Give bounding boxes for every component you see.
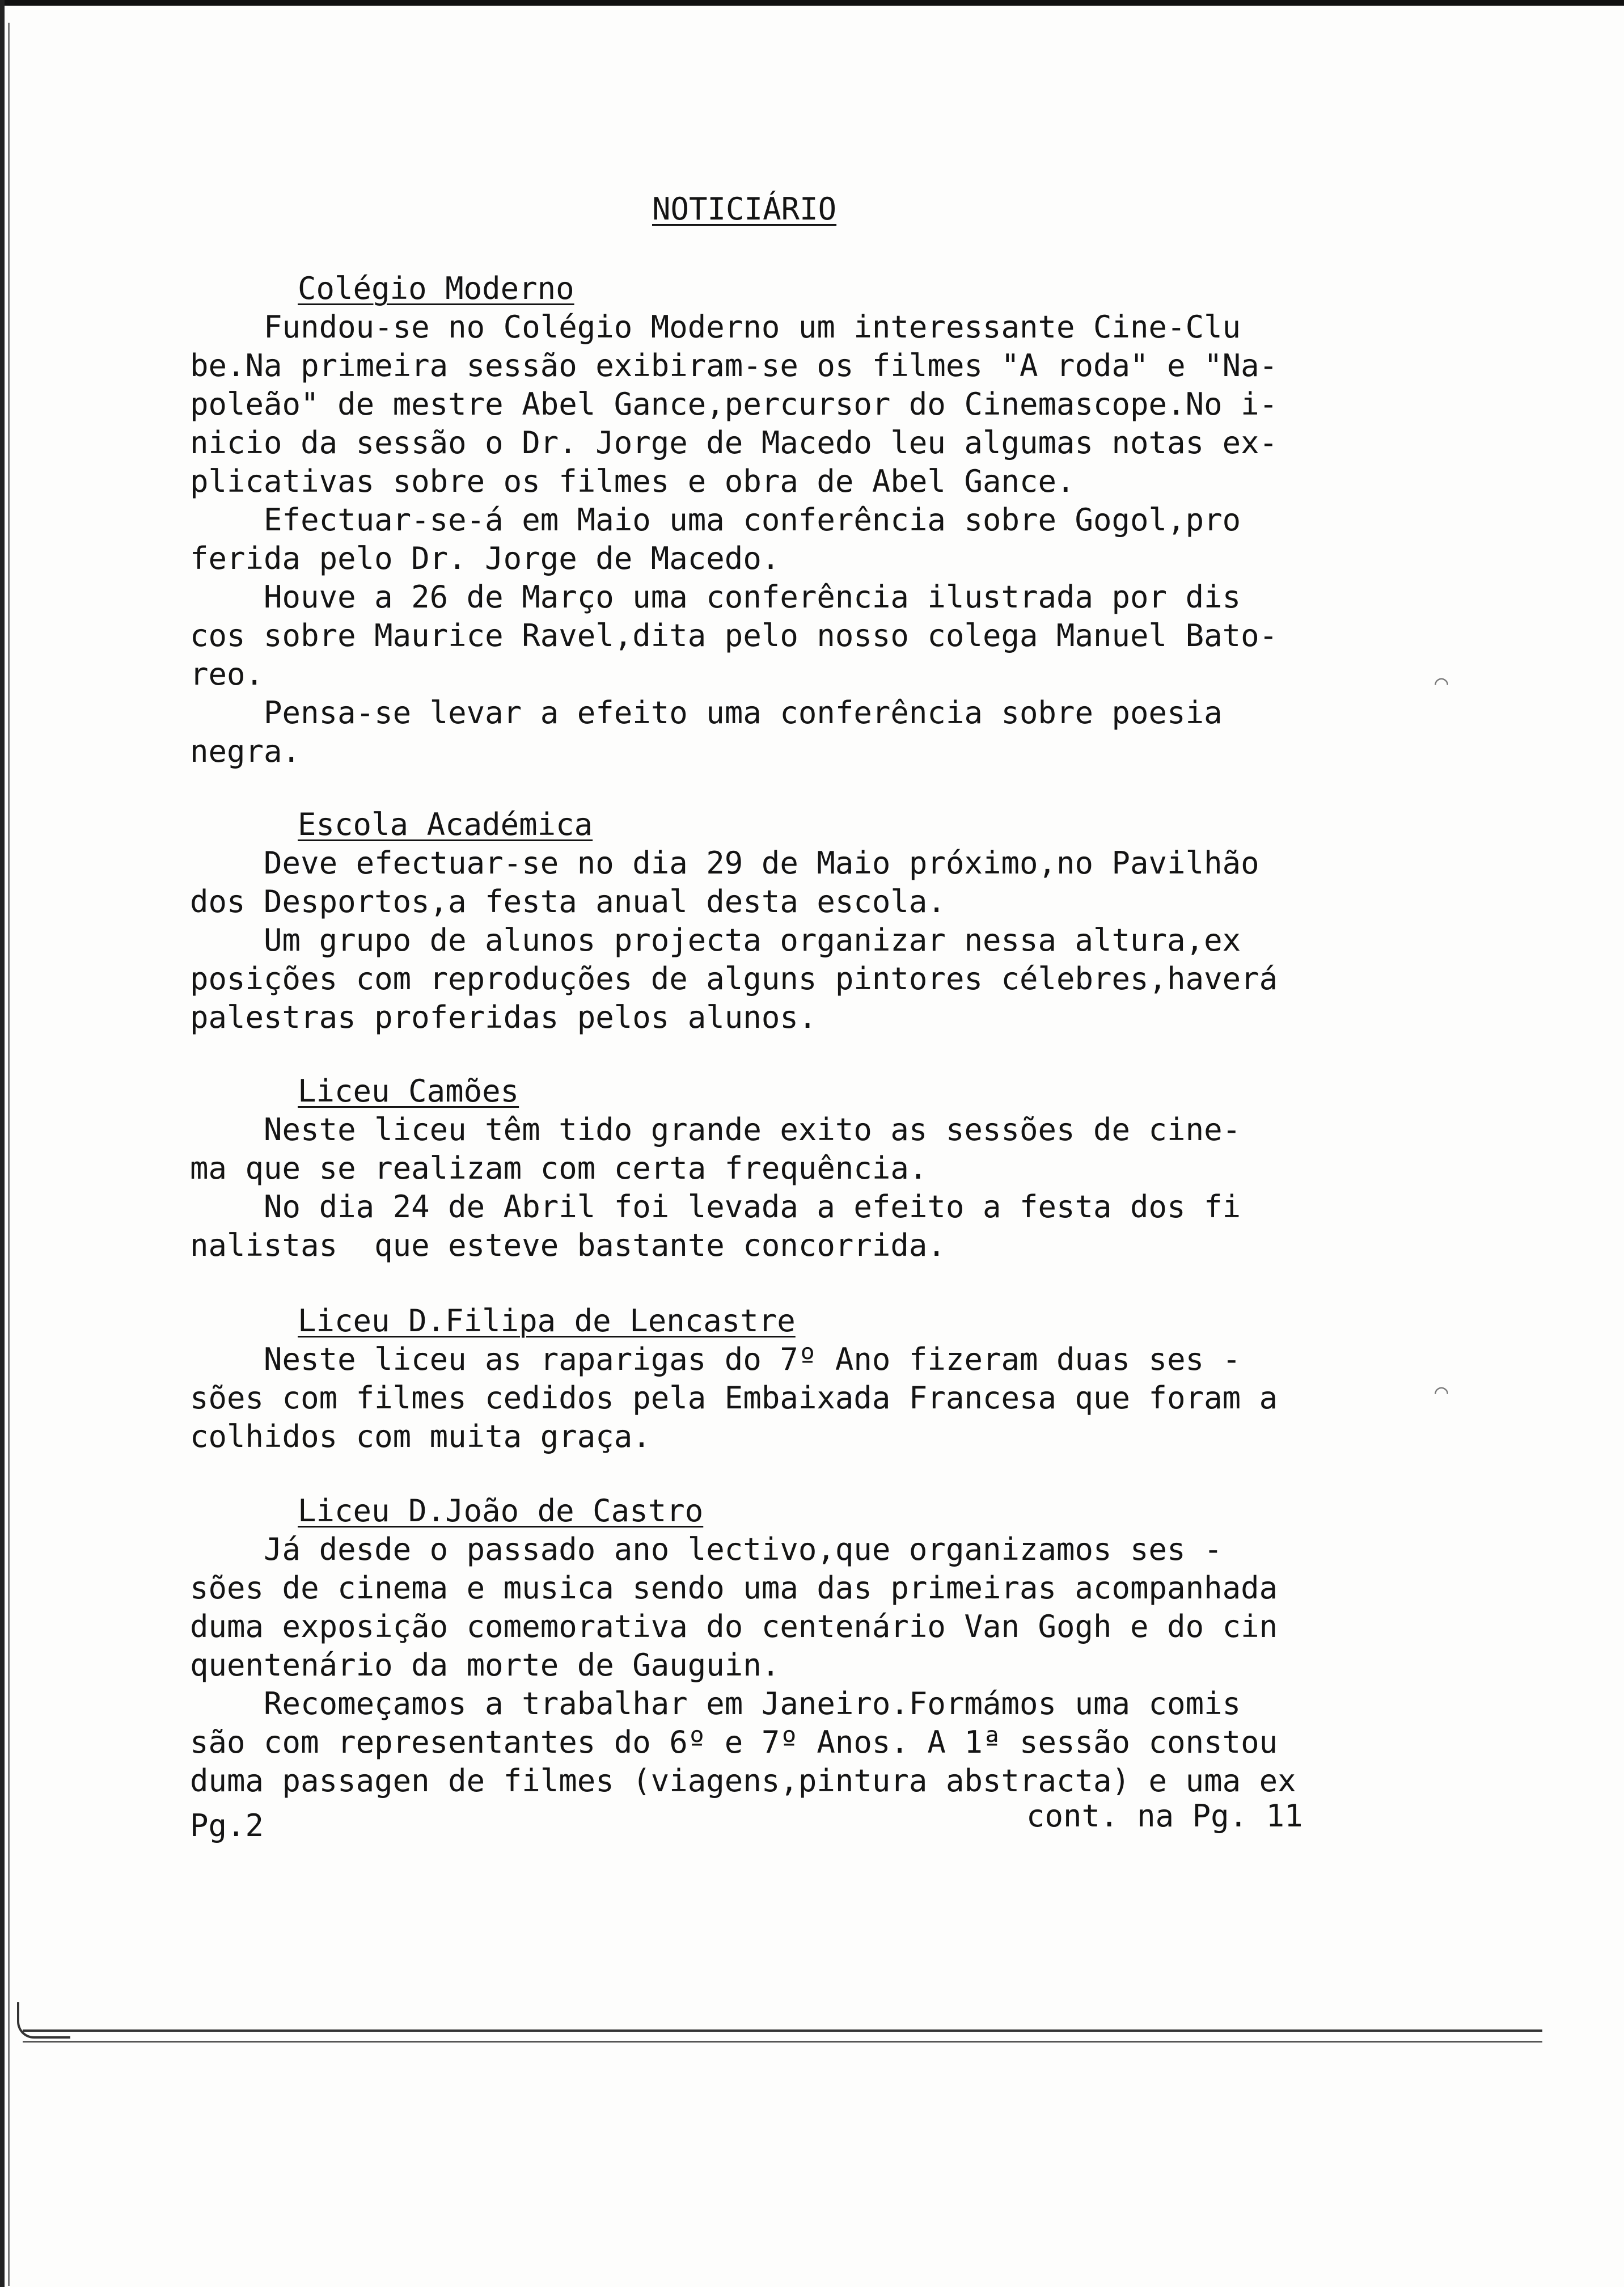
scan-edge-top <box>0 0 1624 6</box>
text-line: quentenário da morte de Gauguin. <box>190 1647 780 1683</box>
section-liceu-joao-de-castro <box>190 1492 1324 1800</box>
punch-hole-mark: ⌒ <box>1435 669 1449 695</box>
text-line: reo. <box>190 656 264 692</box>
scan-edge-line <box>8 23 10 2286</box>
text-line: Neste liceu têm tido grande exito as sessões de cine- <box>190 1112 1241 1147</box>
page-title: NOTICIÁRIO <box>652 191 837 227</box>
text-line: palestras proferidas pelos alunos. <box>190 999 817 1035</box>
section-heading: Colégio Moderno <box>298 271 574 306</box>
scan-edge-left <box>0 0 5 2287</box>
text-line: são com representantes do 6º e 7º Anos. A 1ª sessão constou <box>190 1724 1278 1760</box>
text-line: nalistas que esteve bastante concorrida. <box>190 1227 946 1263</box>
horizontal-rule <box>23 2041 1542 2043</box>
section-heading: Liceu Camões <box>298 1073 519 1109</box>
text-line: Pensa-se levar a efeito uma conferência sobre poesia <box>190 695 1223 731</box>
text-line: Fundou-se no Colégio Moderno um interessante Cine-Clu <box>190 309 1241 345</box>
text-line: nicio da sessão o Dr. Jorge de Macedo leu algumas notas ex- <box>190 425 1278 461</box>
text-line: duma exposição comemorativa do centenário Van Gogh e do cin <box>190 1609 1278 1644</box>
text-line: poleão" de mestre Abel Gance,percursor do Cinemascope.No i- <box>190 386 1278 422</box>
text-line: plicativas sobre os filmes e obra de Abel Gance. <box>190 463 1075 499</box>
text-line: dos Desportos,a festa anual desta escola. <box>190 884 946 919</box>
section-liceu-camoes <box>190 1072 1324 1265</box>
text-line: Deve efectuar-se no dia 29 de Maio próximo,no Pavilhão <box>190 845 1259 881</box>
section-liceu-filipa-de-lencastre <box>190 1302 1324 1456</box>
text-line: duma passagen de filmes (viagens,pintura abstracta) e uma ex <box>190 1763 1296 1799</box>
section-heading: Liceu D.Filipa de Lencastre <box>298 1303 796 1339</box>
section-heading: Escola Académica <box>298 807 593 842</box>
text-line: Efectuar-se-á em Maio uma conferência sobre Gogol,pro <box>190 502 1241 538</box>
text-line: Houve a 26 de Março uma conferência ilustrada por dis <box>190 579 1241 615</box>
continuation-note: cont. na Pg. 11 <box>1026 1798 1303 1834</box>
text-line: colhidos com muita graça. <box>190 1419 651 1454</box>
text-line: be.Na primeira sessão exibiram-se os filmes "A roda" e "Na- <box>190 348 1278 383</box>
rule-end-mark <box>17 2002 70 2039</box>
section-heading: Liceu D.João de Castro <box>298 1493 704 1529</box>
text-line: ma que se realizam com certa frequência. <box>190 1150 928 1186</box>
section-colegio-moderno <box>190 269 1324 771</box>
text-line: Já desde o passado ano lectivo,que organizamos ses - <box>190 1531 1223 1567</box>
text-line: No dia 24 de Abril foi levada a efeito a festa dos fi <box>190 1189 1241 1225</box>
text-line: Um grupo de alunos projecta organizar nessa altura,ex <box>190 922 1241 958</box>
page-number: Pg.2 <box>190 1808 264 1843</box>
text-line: Neste liceu as raparigas do 7º Ano fizeram duas ses - <box>190 1341 1241 1377</box>
text-line: sões de cinema e musica sendo uma das primeiras acompanhada <box>190 1570 1278 1606</box>
horizontal-rule <box>23 2029 1542 2032</box>
text-line: cos sobre Maurice Ravel,dita pelo nosso colega Manuel Bato- <box>190 618 1278 653</box>
text-line: sões com filmes cedidos pela Embaixada Francesa que foram a <box>190 1380 1278 1416</box>
text-line: negra. <box>190 733 301 769</box>
text-line: ferida pelo Dr. Jorge de Macedo. <box>190 541 780 576</box>
punch-hole-mark: ⌒ <box>1435 1378 1449 1404</box>
section-escola-academica <box>190 805 1324 1037</box>
text-line: posições com reproduções de alguns pintores célebres,haverá <box>190 961 1278 997</box>
text-line: Recomeçamos a trabalhar em Janeiro.Formámos uma comis <box>190 1686 1241 1721</box>
